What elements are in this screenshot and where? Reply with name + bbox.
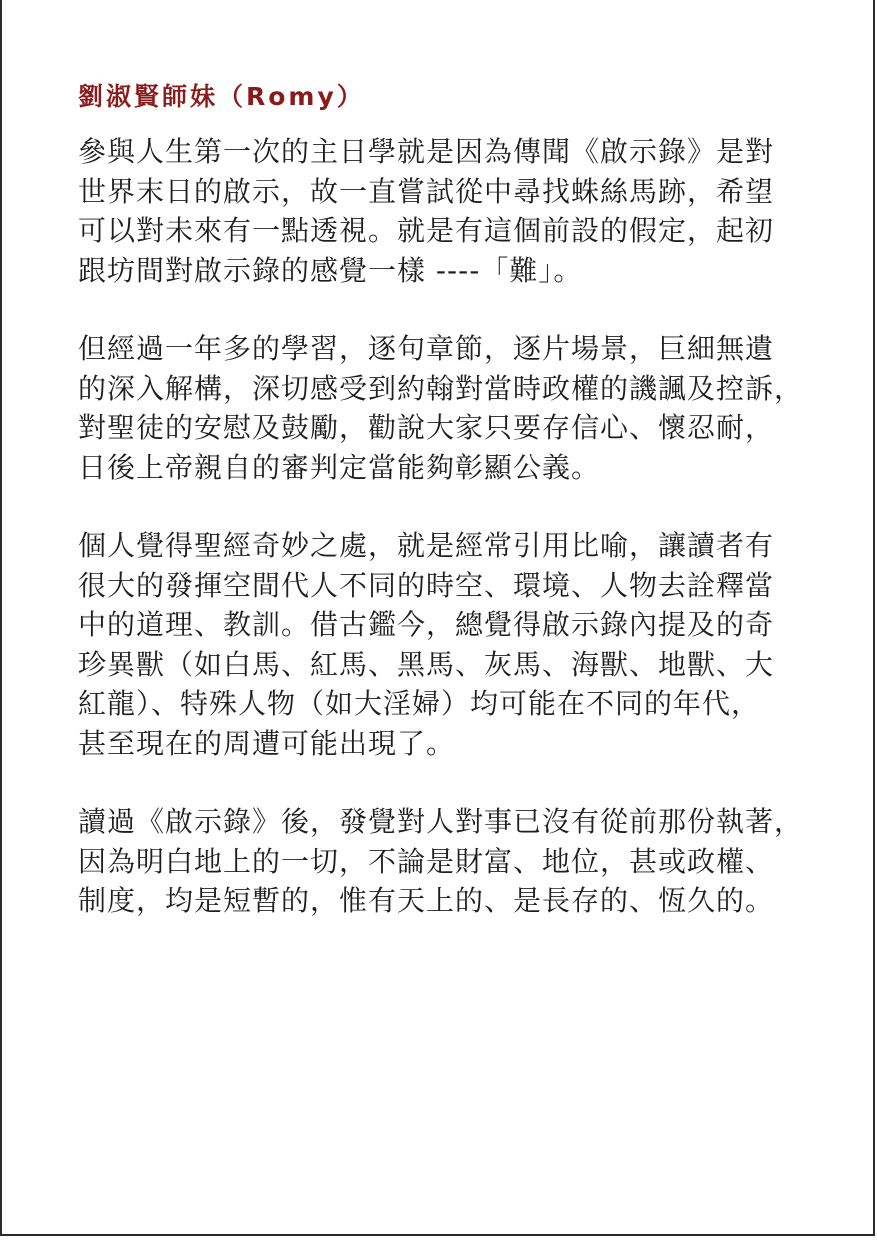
text-line: 個人覺得聖經奇妙之處，就是經常引用比喻，讓讀者有 xyxy=(78,529,775,562)
text-line: 很大的發揮空間代人不同的時空、環境、人物去詮釋當 xyxy=(78,568,775,602)
text-line: 參與人生第一次的主日學就是因為傳聞《啟示錄》是對 xyxy=(78,135,775,168)
paragraph-1 xyxy=(78,132,818,290)
text-line: 的深入解構，深切感受到約翰對當時政權的譏諷及控訴， xyxy=(78,371,804,405)
text-line: 可以對未來有一點透視。就是有這個前設的假定，起初 xyxy=(78,214,775,247)
text-line: 讀過《啟示錄》後，發覺對人對事已沒有從前那份執著， xyxy=(78,805,804,838)
text-line: 世界末日的啟示，故一直嘗試從中尋找蛛絲馬跡，希望 xyxy=(78,174,775,208)
paragraph-4 xyxy=(78,802,818,921)
article xyxy=(78,80,818,960)
text-line: 甚至現在的周遭可能出現了。 xyxy=(78,726,456,760)
text-line: 跟坊間對啟示錄的感覺一樣 ----「難」。 xyxy=(78,253,583,287)
text-line: 中的道理、教訓。借古鑑今，總覺得啟示錄內提及的奇 xyxy=(78,608,775,641)
text-line: 日後上帝親自的審判定當能夠彰顯公義。 xyxy=(78,450,601,484)
author-title: 劉淑賢師妹（Romy） xyxy=(78,82,365,111)
text-line: 制度，均是短暫的，惟有天上的、是長存的、恆久的。 xyxy=(78,884,775,917)
paragraph-3 xyxy=(78,526,818,763)
text-line: 珍異獸（如白馬、紅馬、黑馬、灰馬、海獸、地獸、大 xyxy=(78,647,775,681)
paragraph-2 xyxy=(78,329,818,487)
text-line: 對聖徒的安慰及鼓勵，勸說大家只要存信心、懷忍耐， xyxy=(78,411,775,444)
text-line: 因為明白地上的一切，不論是財富、地位，甚或政權、 xyxy=(78,844,775,878)
text-line: 紅龍）、特殊人物（如大淫婦）均可能在不同的年代， xyxy=(78,687,761,720)
text-line: 但經過一年多的學習，逐句章節，逐片場景，巨細無遺 xyxy=(78,332,775,365)
